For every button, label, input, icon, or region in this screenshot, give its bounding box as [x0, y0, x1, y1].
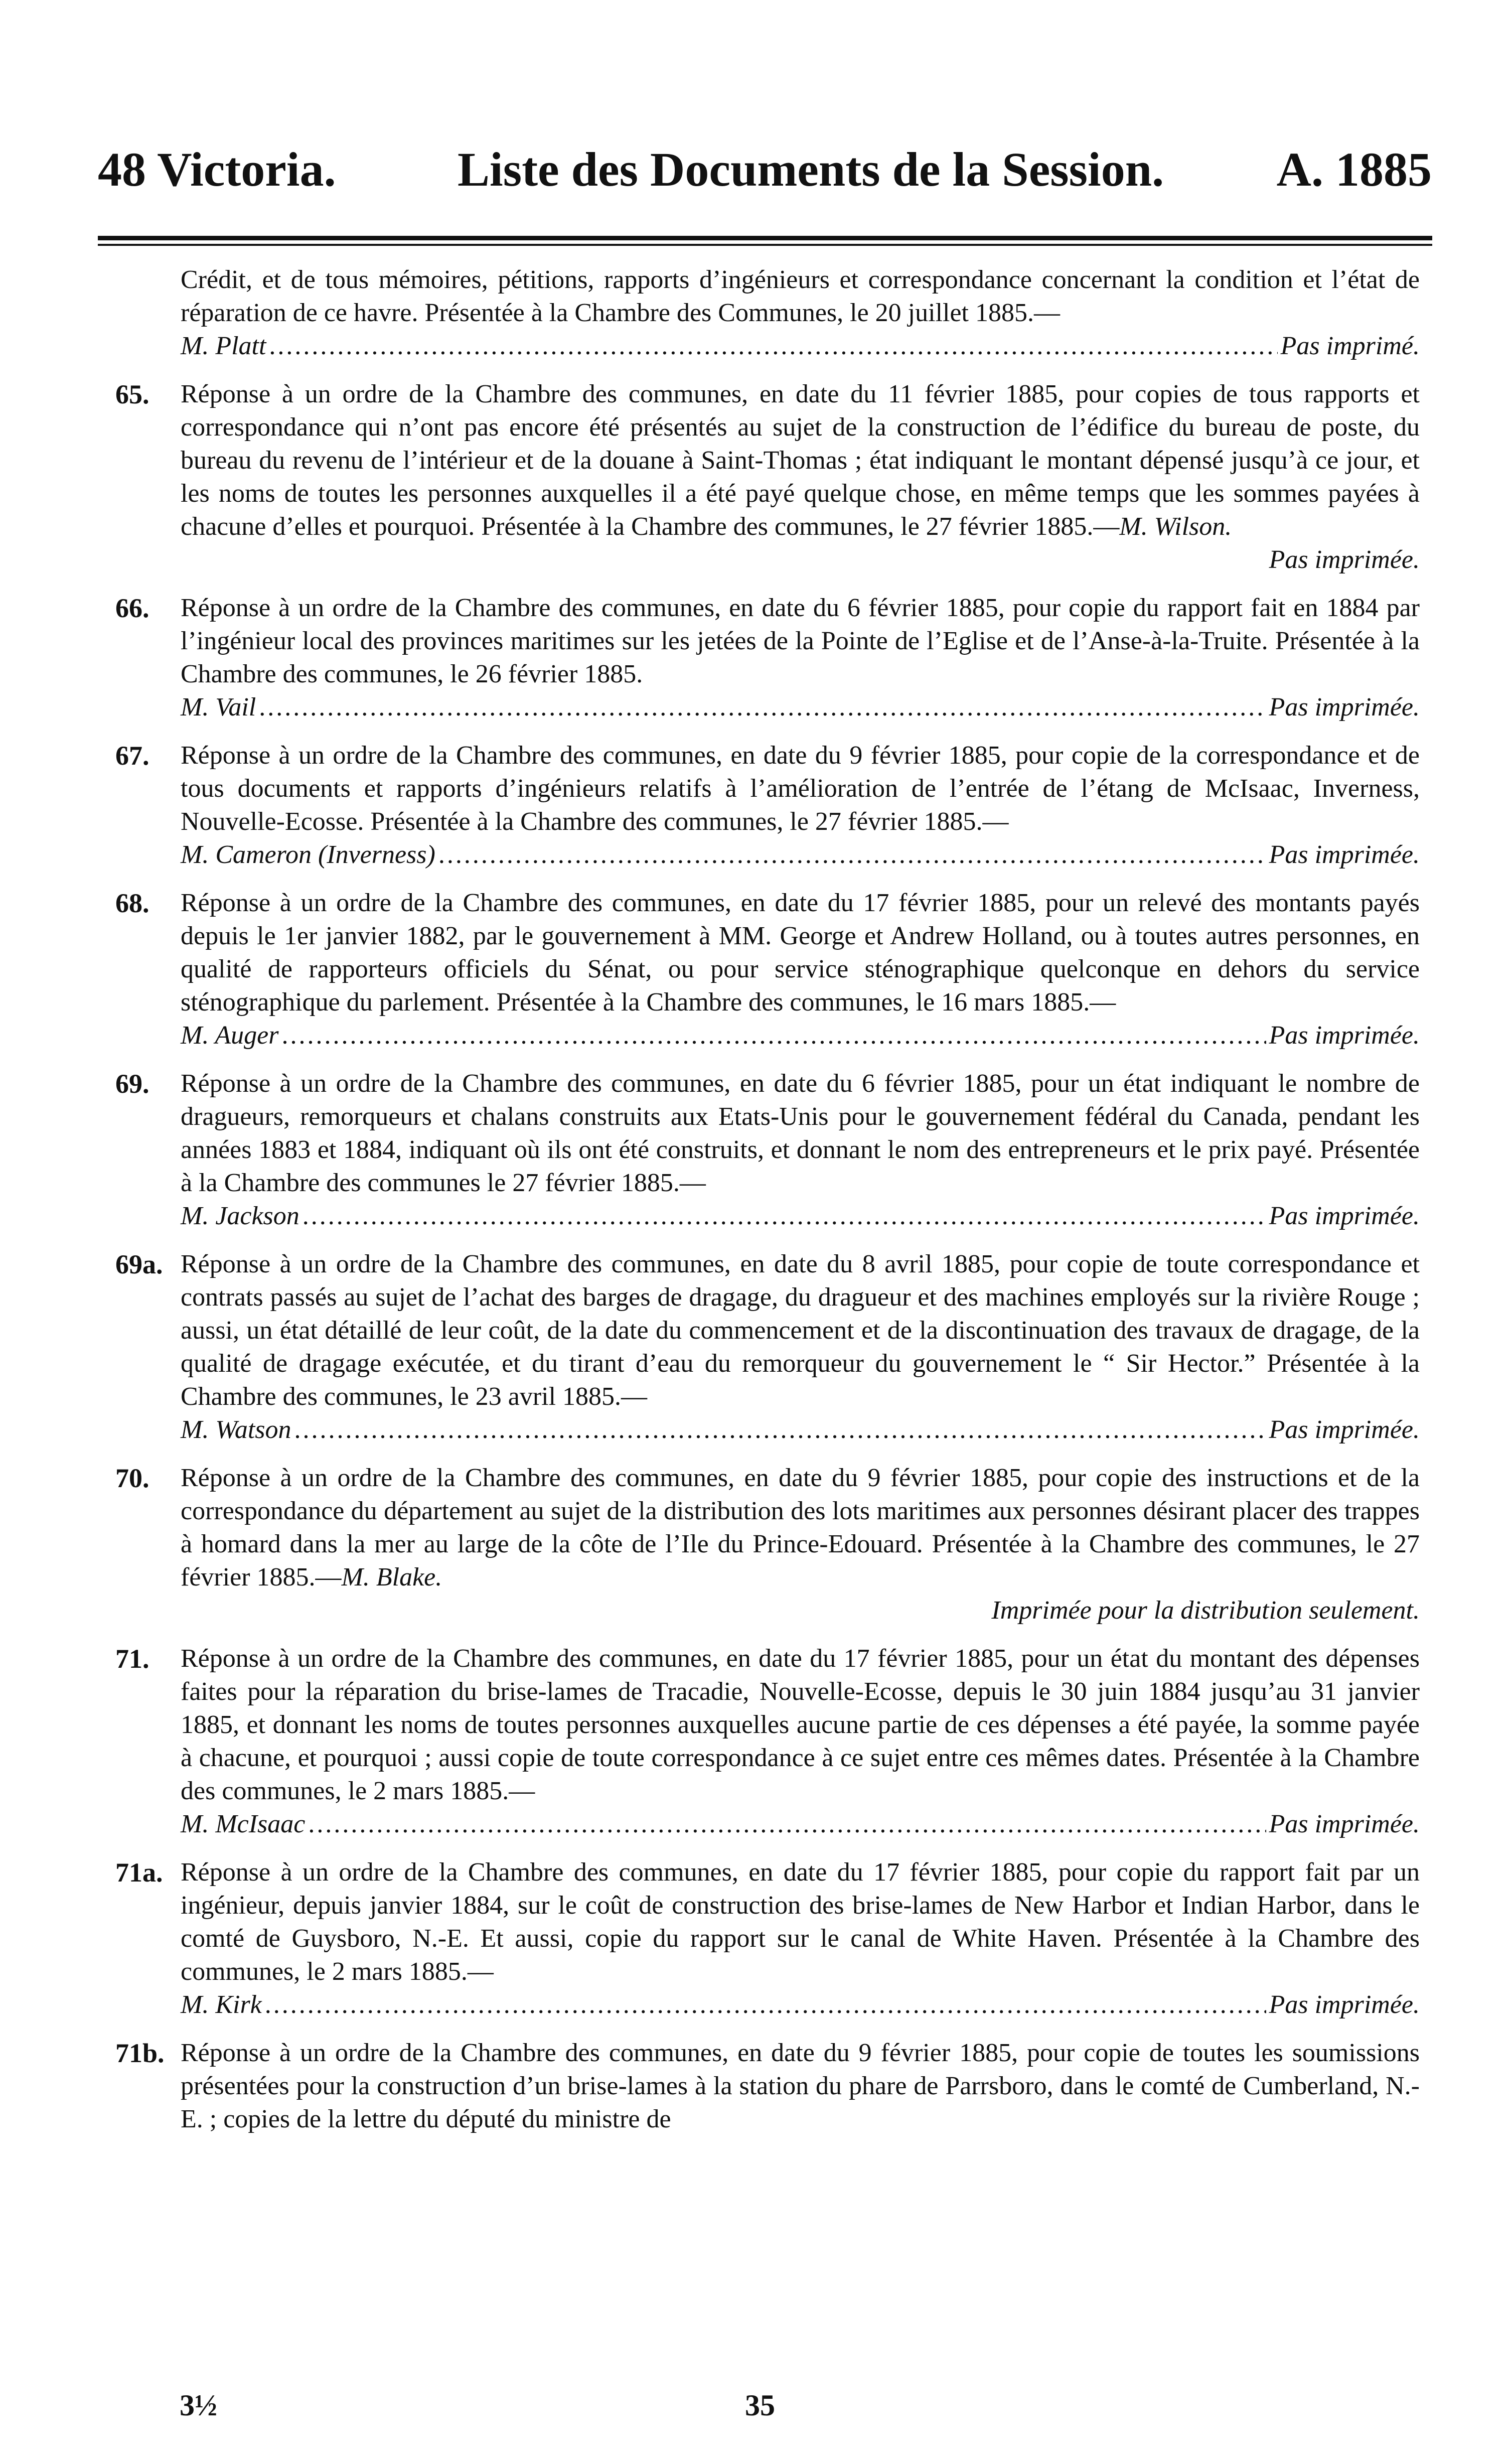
- header-volume: A. 1885: [1276, 142, 1432, 196]
- entry-65: [115, 378, 1420, 576]
- entry-status: Pas imprimée.: [1269, 1990, 1420, 2019]
- entry-status: Pas imprimée.: [1269, 1810, 1420, 1838]
- entry-mover: M. Auger: [181, 1021, 279, 1050]
- entry-status: Pas imprimé.: [1280, 332, 1420, 360]
- header-rule-thin: [98, 244, 1432, 246]
- entry-number: 69.: [115, 1069, 149, 1099]
- entry-status: Pas imprimée.: [1269, 1021, 1420, 1050]
- entry-70: [115, 1462, 1420, 1627]
- entry-67: [115, 739, 1420, 872]
- entry-text: Réponse à un ordre de la Chambre des communes, en date du 11 février 1885, pour copies de tous rapports et correspondance qui n’ont pas encore été présentés au sujet de la construction de l’édifice du bureau de poste, du bureau du revenu de l’intérieur et de la douane à Saint-Thomas ; état indiquant le montant dépensé jusqu’à ce jour, et les noms de toutes les personnes auxquelles il a été payé quelque chose, en même temps que les sommes payées à chacune d’elles et pourquoi. Présentée à la Chambre des communes, le 27 février 1885.—: [181, 380, 1420, 541]
- entry-number: 71.: [115, 1644, 149, 1674]
- entry-mover: M. Kirk: [181, 1990, 262, 2019]
- entry-text: Réponse à un ordre de la Chambre des communes, en date du 17 février 1885, pour un relevé des montants payés depuis le 1er janvier 1882, par le gouvernement à MM. George et Andrew Holland, ou à toutes autres personnes, en qualité de rapporteurs officiels du Sénat, ou pour service sténographique quelconque en dehors du service sténographique du parlement. Présentée à la Chambre des communes, le 16 mars 1885.—: [181, 889, 1420, 1017]
- entry-number: 66.: [115, 593, 149, 623]
- page-number: 35: [745, 2389, 775, 2422]
- entry-mover: M. Platt: [181, 332, 266, 360]
- entry-number: 69a.: [115, 1249, 163, 1279]
- intro-entry: [181, 263, 1420, 363]
- entry-status: Imprimée pour la distribution seulement.: [991, 1596, 1420, 1625]
- entry-mover: M. Cameron (Inverness): [181, 840, 435, 869]
- entry-text: Crédit, et de tous mémoires, pétitions, rapports d’ingénieurs et correspondance concernant la condition et l’état de réparation de ce havre. Présentée à la Chambre des Communes, le 20 juillet 1885.—: [181, 265, 1420, 327]
- entry-number: 70.: [115, 1463, 149, 1493]
- entry-number: 68.: [115, 888, 149, 918]
- leader-dots: [281, 1019, 1266, 1052]
- header-title: Liste des Documents de la Session.: [458, 142, 1164, 196]
- entry-mover: M. Wilson.: [1119, 512, 1232, 541]
- entry-69: [115, 1067, 1420, 1233]
- entry-66: [115, 592, 1420, 724]
- document-list: [115, 263, 1420, 2151]
- leader-dots: [265, 1988, 1266, 2021]
- entry-status: Pas imprimée.: [1269, 1202, 1420, 1230]
- entry-mover: M. Jackson: [181, 1202, 299, 1230]
- entry-mover: M. Blake.: [341, 1563, 442, 1592]
- entry-text: Réponse à un ordre de la Chambre des communes, en date du 6 février 1885, pour copie du rapport fait en 1884 par l’ingénieur local des provinces maritimes sur les jetées de la Pointe de l’Eglise et de l’Anse-à-la-Truite. Présentée à la Chambre des communes, le 26 février 1885.: [181, 594, 1420, 688]
- entry-71: [115, 1642, 1420, 1841]
- entry-71a: [115, 1856, 1420, 2021]
- entry-mover: M. Watson: [181, 1415, 291, 1444]
- entry-mover: M. McIsaac: [181, 1810, 306, 1838]
- entry-number: 71b.: [115, 2038, 165, 2068]
- footer-signature-mark: 3½: [180, 2389, 217, 2422]
- entry-number: 71a.: [115, 1857, 163, 1888]
- entry-number: 67.: [115, 741, 149, 771]
- entry-69a: [115, 1248, 1420, 1447]
- leader-dots: [259, 691, 1266, 724]
- entry-text: Réponse à un ordre de la Chambre des communes, en date du 17 février 1885, pour un état du montant des dépenses faites pour la réparation du brise-lames de Tracadie, Nouvelle-Ecosse, depuis le 30 juin 1884 jusqu’au 31 janvier 1885, et donnant les noms de toutes personnes auxquelles aucune partie de ces dépenses a été payée, la somme payée à chacune, et pourquoi ; aussi copie de toute correspondance à ce sujet entre ces mêmes dates. Présentée à la Chambre des communes, le 2 mars 1885.—: [181, 1644, 1420, 1805]
- leader-dots: [303, 1200, 1266, 1233]
- entry-mover: M. Vail: [181, 693, 256, 721]
- entry-status: Pas imprimée.: [1269, 693, 1420, 721]
- entry-text: Réponse à un ordre de la Chambre des communes, en date du 9 février 1885, pour copie de toutes les soumissions présentées pour la construction d’un brise-lames à la station du phare de Parrsboro, dans le comté de Cumberland, N.-E. ; copies de la lettre du député du ministre de: [181, 2039, 1420, 2133]
- entry-text: Réponse à un ordre de la Chambre des communes, en date du 9 février 1885, pour copie de la correspondance et de tous documents et rapports d’ingénieurs relatifs à l’amélioration de l’entrée de l’étang de McIsaac, Inverness, Nouvelle-Ecosse. Présentée à la Chambre des communes, le 27 février 1885.—: [181, 741, 1420, 836]
- entry-text: Réponse à un ordre de la Chambre des communes, en date du 17 février 1885, pour copie du rapport fait par un ingénieur, depuis janvier 1884, sur le coût de construction des brise-lames de New Harbor et Indian Harbor, dans le comté de Guysboro, N.-E. Et aussi, copie du rapport sur le canal de White Haven. Présentée à la Chambre des communes, le 2 mars 1885.—: [181, 1858, 1420, 1986]
- entry-number: 65.: [115, 379, 149, 409]
- entry-text: Réponse à un ordre de la Chambre des communes, en date du 6 février 1885, pour un état indiquant le nombre de dragueurs, remorqueurs et chalans construits aux Etats-Unis pour le gouvernement fédéral du Canada, pendant les années 1883 et 1884, indiquant où ils ont été construits, et donnant le nom des entrepreneurs et le prix payé. Présentée à la Chambre des communes le 27 février 1885.—: [181, 1069, 1420, 1197]
- entry-status: Pas imprimée.: [1269, 545, 1420, 574]
- leader-dots: [294, 1413, 1266, 1447]
- header-session-year: 48 Victoria.: [98, 142, 336, 196]
- leader-dots: [438, 838, 1266, 872]
- header-rule-thick: [98, 236, 1432, 240]
- entry-68: [115, 887, 1420, 1052]
- leader-dots: [269, 330, 1277, 363]
- entry-71b: [115, 2037, 1420, 2136]
- entry-text: Réponse à un ordre de la Chambre des communes, en date du 9 février 1885, pour copie des instructions et de la correspondance du département au sujet de la distribution des lots maritimes aux personnes désirant placer des trappes à homard dans la mer au large de la côte de l’Ile du Prince-Edouard. Présentée à la Chambre des communes, le 27 février 1885.—: [181, 1464, 1420, 1592]
- entry-status: Pas imprimée.: [1269, 1415, 1420, 1444]
- entry-status: Pas imprimée.: [1269, 840, 1420, 869]
- leader-dots: [308, 1808, 1266, 1841]
- entry-text: Réponse à un ordre de la Chambre des communes, en date du 8 avril 1885, pour copie de toute correspondance et contrats passés au sujet de l’achat des barges de dragage, du dragueur et des machines employés sur la rivière Rouge ; aussi, un état détaillé de leur coût, de la date du commencement et de la discontinuation des travaux de dragage, de la qualité de dragage exécutée, et du tirant d’eau du remorqueur du gouvernement le “ Sir Hector.” Présentée à la Chambre des communes, le 23 avril 1885.—: [181, 1250, 1420, 1411]
